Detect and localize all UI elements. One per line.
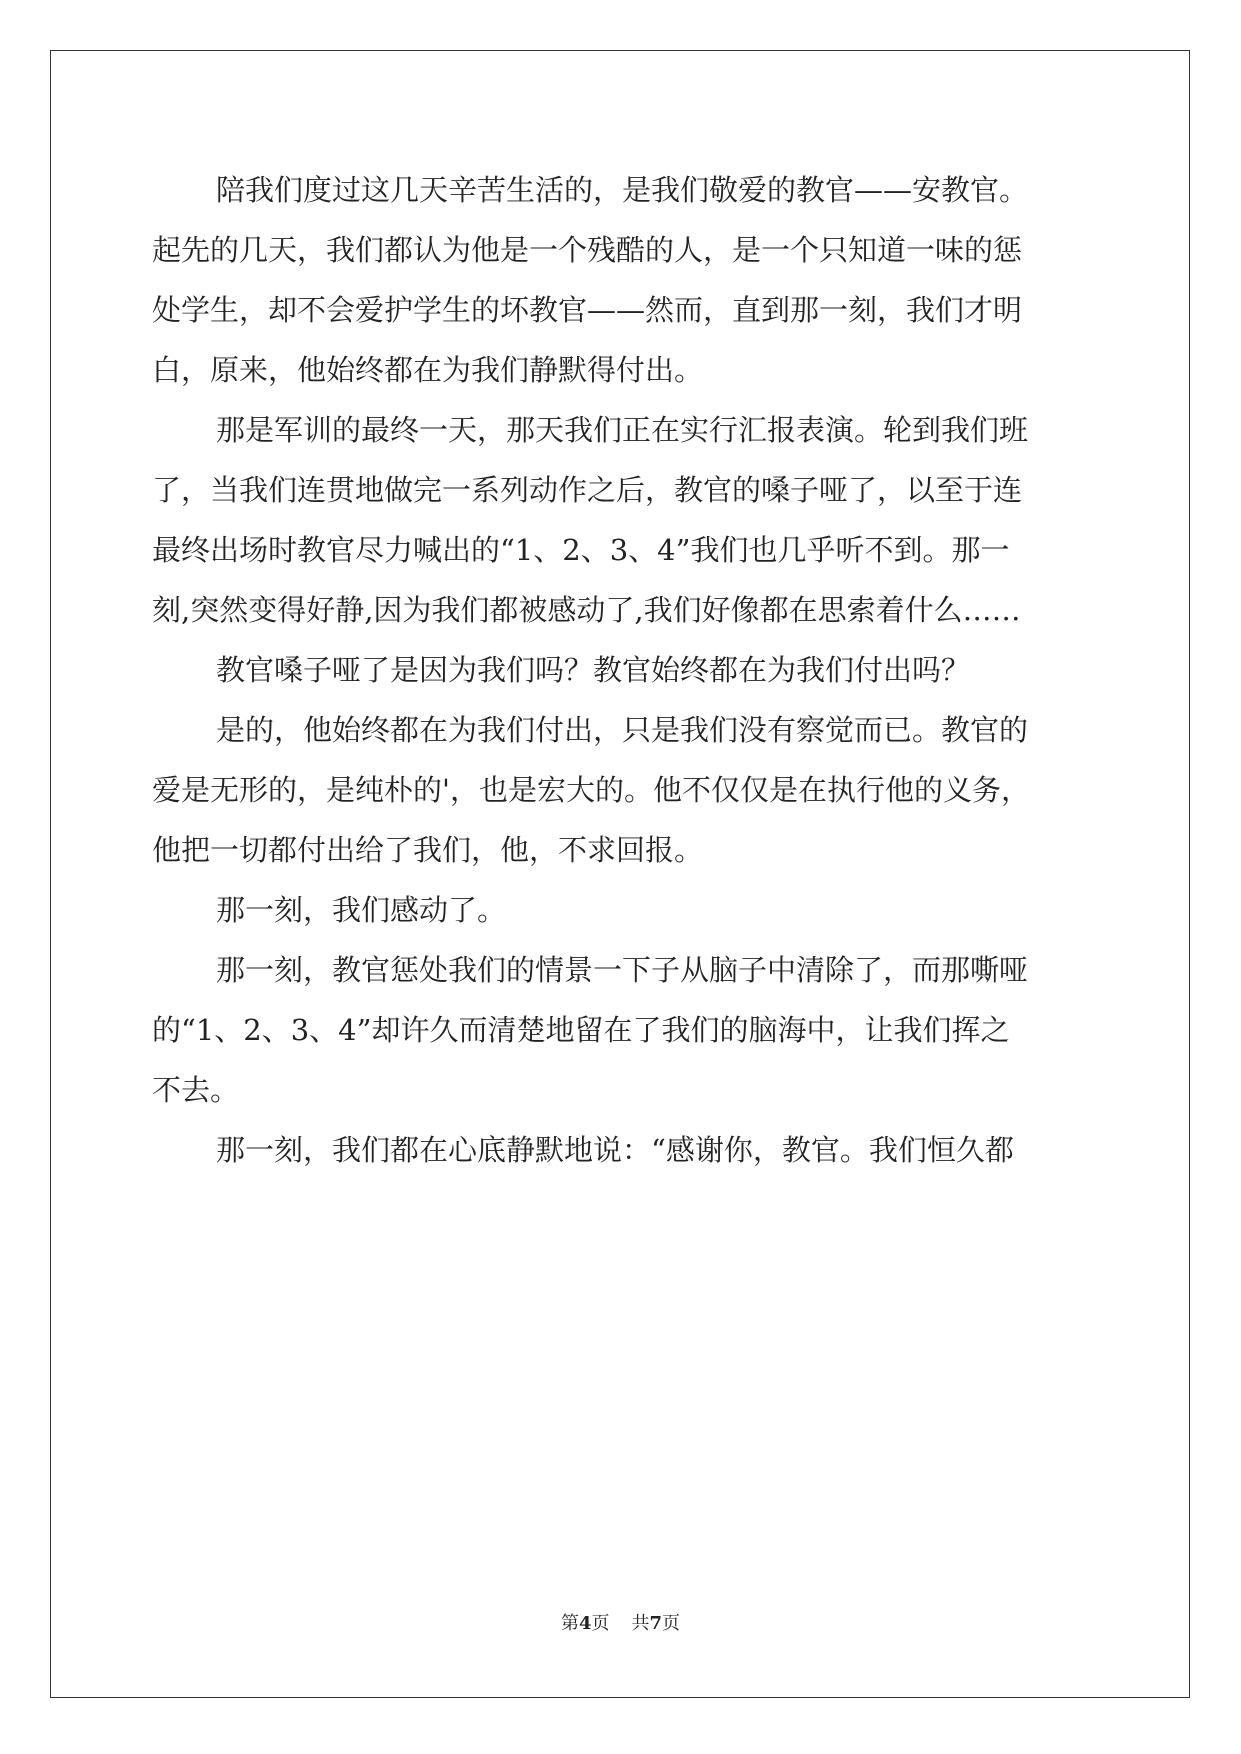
text-line: 那一刻，教官惩处我们的情景一下子从脑子中清除了，而那嘶哑 <box>216 953 1029 987</box>
text-line: 不去。 <box>152 1073 240 1107</box>
text-line: 起先的几天，我们都认为他是一个残酷的人，是一个只知道一味的惩 <box>152 233 1023 267</box>
text-line: 他把一切都付出给了我们，他，不求回报。 <box>152 833 704 867</box>
text-line: 陪我们度过这几天辛苦生活的，是我们敬爱的教官——安教官。 <box>216 173 1029 207</box>
page-suffix: 页 <box>591 1613 610 1634</box>
text-line: 那一刻，我们都在心底静默地说：“感谢你，教官。我们恒久都 <box>216 1133 1014 1167</box>
text-line: 那是军训的最终一天，那天我们正在实行汇报表演。轮到我们班 <box>216 413 1029 447</box>
text-line: 爱是无形的，是纯朴的'，也是宏大的。他不仅仅是在执行他的义务， <box>152 773 1030 807</box>
total-pages: 7 <box>649 1613 663 1634</box>
text-line: 刻,突然变得好静,因为我们都被感动了,我们好像都在思索着什么…… <box>152 593 1021 627</box>
text-line: 最终出场时教官尽力喊出的“1、2、3、4”我们也几乎听不到。那一 <box>152 533 1010 567</box>
total-prefix: 共 <box>631 1613 650 1634</box>
text-line: 那一刻，我们感动了。 <box>216 893 507 927</box>
total-suffix: 页 <box>662 1613 681 1634</box>
document-body <box>152 160 1088 1180</box>
text-line: 处学生，却不会爱护学生的坏教官——然而，直到那一刻，我们才明 <box>152 293 1023 327</box>
text-line: 教官嗓子哑了是因为我们吗？教官始终都在为我们付出吗？ <box>216 653 971 687</box>
page-prefix: 第 <box>560 1613 579 1634</box>
text-line: 的“1、2、3、4”却许久而清楚地留在了我们的脑海中，让我们挥之 <box>152 1013 1010 1047</box>
page-number: 4 <box>578 1613 592 1634</box>
page-footer <box>0 1609 1241 1635</box>
text-line: 了，当我们连贯地做完一系列动作之后，教官的嗓子哑了，以至于连 <box>152 473 1023 507</box>
text-line: 是的，他始终都在为我们付出，只是我们没有察觉而已。教官的 <box>216 713 1029 747</box>
text-line: 白，原来，他始终都在为我们静默得付出。 <box>152 353 704 387</box>
